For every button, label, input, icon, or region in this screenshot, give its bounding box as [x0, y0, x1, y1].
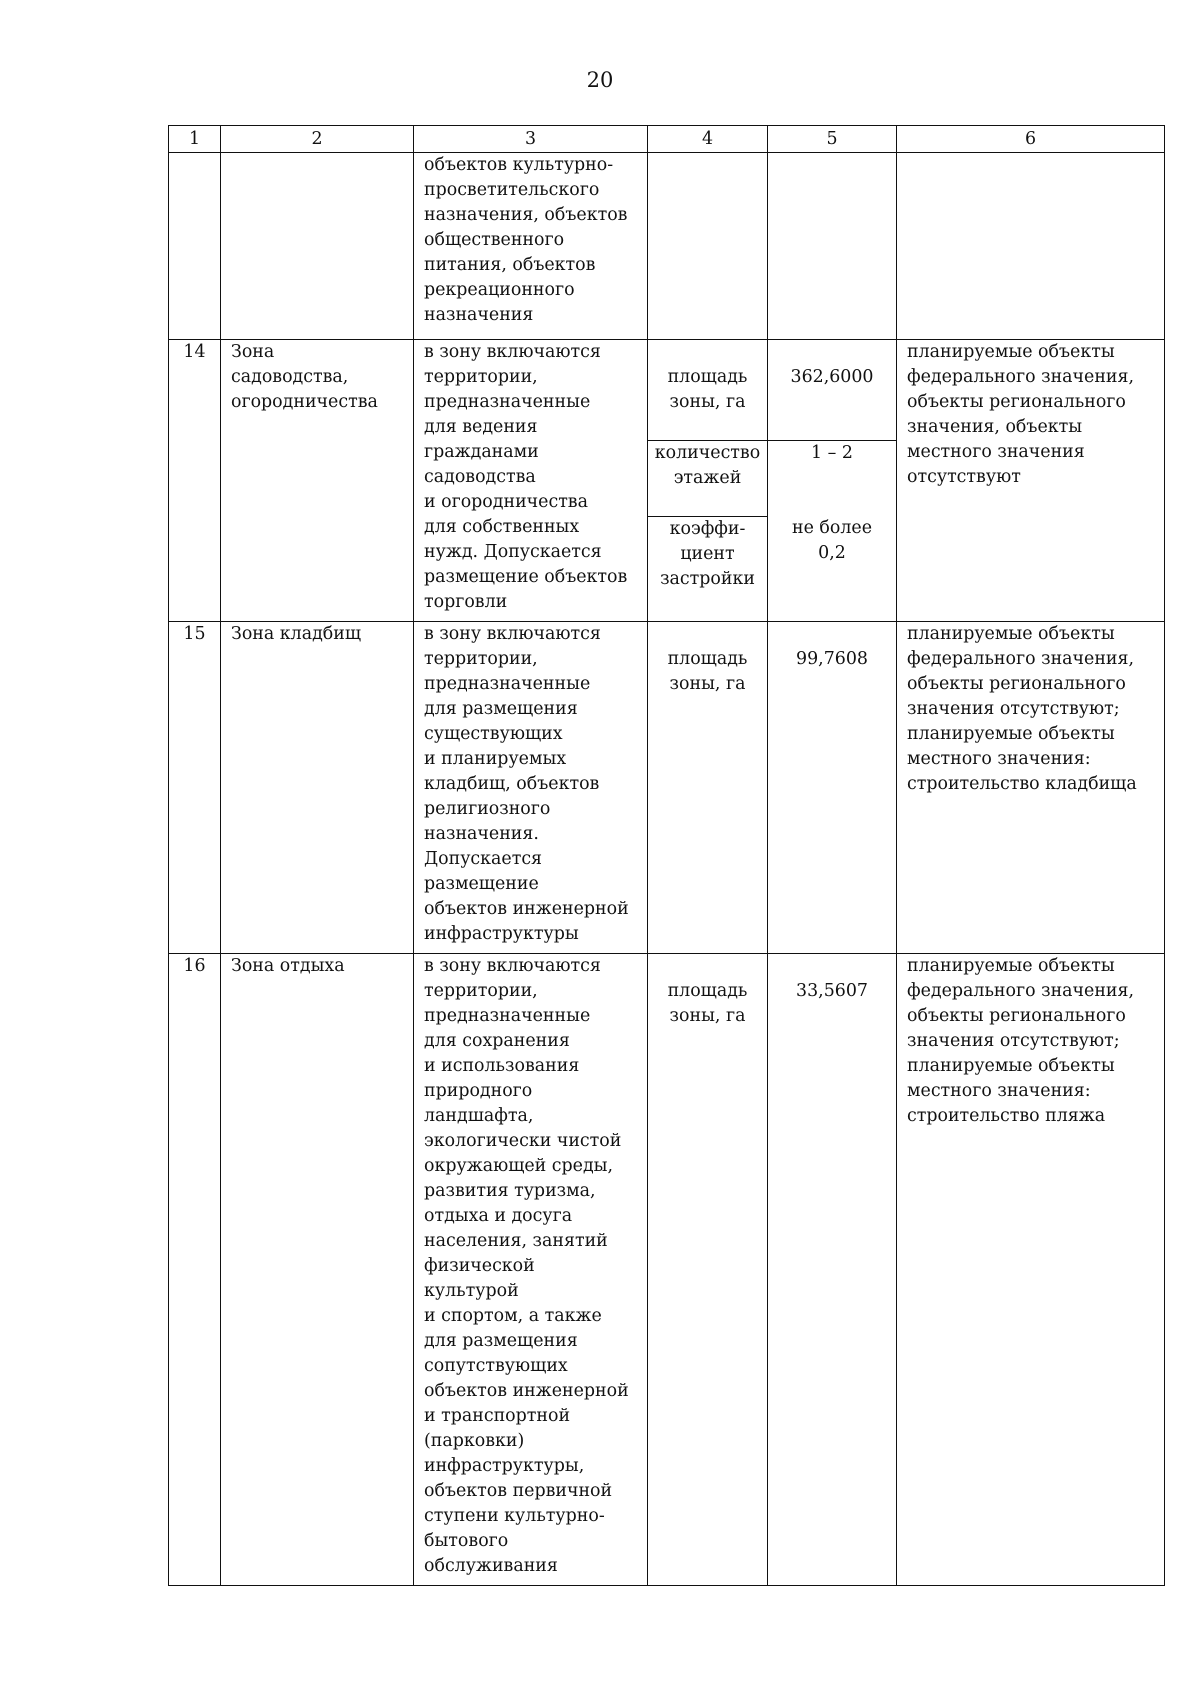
- row-number: 14: [169, 340, 221, 622]
- indicator-cell: [648, 340, 768, 622]
- header-cell-3: 3: [414, 126, 648, 153]
- zone-description: объектов культурно- просветительского назначения, объектов общественного питания, объектов рекреационного назначения: [414, 153, 648, 340]
- row-number: [169, 153, 221, 340]
- header-cell-6: 6: [897, 126, 1165, 153]
- indicator-area: площадь зоны, га: [667, 649, 748, 694]
- value-cell: [768, 340, 897, 622]
- zone-name: Зона садоводства, огородничества: [221, 340, 414, 622]
- value-cell: [768, 153, 897, 340]
- indicator-coverage: коэффи- циент застройки: [648, 516, 767, 592]
- header-cell-5: 5: [768, 126, 897, 153]
- indicator-floors: количество этажей: [648, 440, 767, 491]
- value-cell: [768, 622, 897, 954]
- header-cell-1: 1: [169, 126, 221, 153]
- table-row: [169, 153, 1165, 340]
- value-area: 362,6000: [790, 367, 874, 387]
- indicator-area: площадь зоны, га: [667, 367, 748, 412]
- table-header-row: [169, 126, 1165, 153]
- value-area: 33,5607: [796, 981, 868, 1001]
- table-row: [169, 340, 1165, 622]
- row-number: 15: [169, 622, 221, 954]
- zones-table: [168, 125, 1165, 1586]
- planned-objects: планируемые объекты федерального значения, объекты регионального значения, объекты местного значения отсутствуют: [897, 340, 1165, 622]
- header-cell-4: 4: [648, 126, 768, 153]
- value-cell: [768, 954, 897, 1586]
- indicator-cell: [648, 153, 768, 340]
- planned-objects: планируемые объекты федерального значения, объекты регионального значения отсутствуют; планируемые объекты местного значения: строительство кладбища: [897, 622, 1165, 954]
- planned-objects: планируемые объекты федерального значения, объекты регионального значения отсутствуют; планируемые объекты местного значения: строительство пляжа: [897, 954, 1165, 1586]
- zone-description: в зону включаются территории, предназначенные для размещения существующих и планируемых кладбищ, объектов религиозного назначения. Допускается размещение объектов инженерной инфраструктуры: [414, 622, 648, 954]
- value-coverage: не более 0,2: [792, 518, 872, 563]
- value-area: 99,7608: [796, 649, 868, 669]
- table-row: [169, 622, 1165, 954]
- row-number: 16: [169, 954, 221, 1586]
- zone-name: Зона отдыха: [221, 954, 414, 1586]
- zone-name: [221, 153, 414, 340]
- header-cell-2: 2: [221, 126, 414, 153]
- zone-name: Зона кладбищ: [221, 622, 414, 954]
- indicator-cell: [648, 954, 768, 1586]
- indicator-cell: [648, 622, 768, 954]
- table-row: [169, 954, 1165, 1586]
- page-number: 20: [586, 68, 614, 92]
- zone-description: в зону включаются территории, предназначенные для сохранения и использования природного ландшафта, экологически чистой окружающей среды, развития туризма, отдыха и досуга населения, занятий физической культурой и спортом, а также для размещения сопутствующих объектов инженерной и транспортной (парковки) инфраструктуры, объектов первичной ступени культурно- бытового обслуживания: [414, 954, 648, 1586]
- planned-objects: [897, 153, 1165, 340]
- indicator-area: площадь зоны, га: [667, 981, 748, 1026]
- value-floors: 1 – 2: [768, 440, 896, 491]
- zone-description: в зону включаются территории, предназначенные для ведения гражданами садоводства и огородничества для собственных нужд. Допускается размещение объектов торговли: [414, 340, 648, 622]
